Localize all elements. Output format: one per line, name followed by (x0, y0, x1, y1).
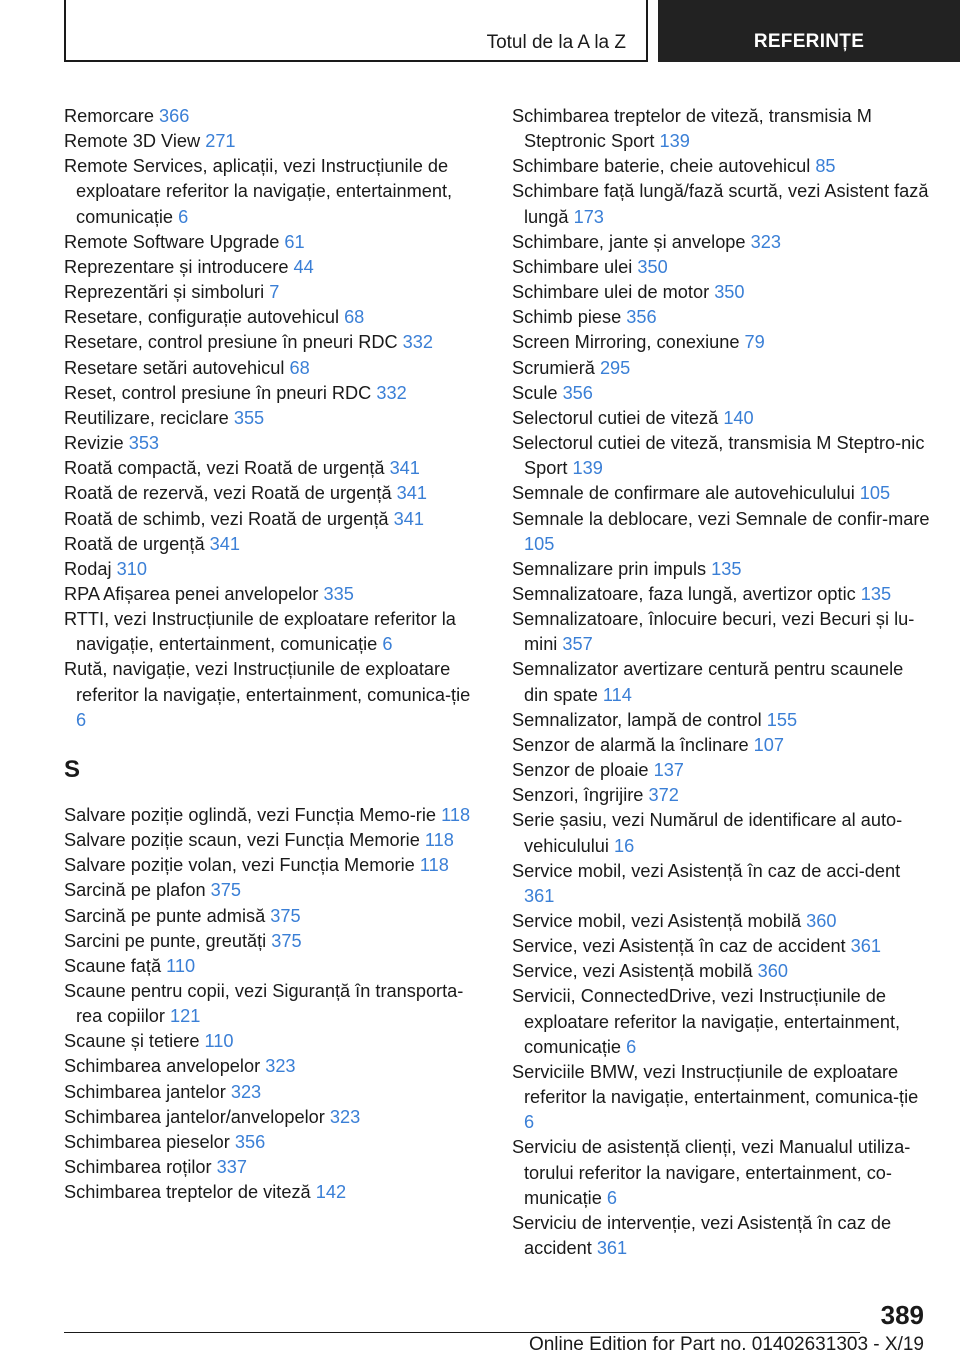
index-page-link[interactable]: 140 (723, 407, 754, 428)
index-entry-text: Service mobil, vezi Asistență mobilă (512, 911, 802, 931)
index-page-link[interactable]: 323 (750, 231, 781, 252)
index-entry (64, 255, 482, 280)
index-entry (64, 230, 482, 255)
index-entry (64, 1130, 482, 1155)
index-entry (64, 154, 482, 229)
index-page-link[interactable]: 6 (382, 634, 393, 655)
index-entry-text: Salvare poziție volan, vezi Funcția Memorie (64, 855, 415, 876)
index-page-link[interactable]: 375 (271, 930, 302, 951)
index-group-r (64, 104, 482, 733)
index-entry (64, 878, 482, 903)
index-entry-text: Schimbarea treptelor de viteză (64, 1182, 311, 1203)
index-page-link[interactable]: 118 (441, 804, 471, 825)
index-page-link[interactable]: 68 (289, 357, 310, 378)
index-page-link[interactable]: 114 (602, 684, 632, 705)
index-entry (64, 1155, 482, 1180)
index-entry-text: Schimbarea jantelor/anvelopelor (64, 1106, 325, 1127)
index-group-s (64, 803, 482, 1206)
index-entry-text: Rodaj (64, 558, 112, 579)
index-entry-text: Senzor de ploaie (512, 760, 649, 781)
index-entry (512, 909, 930, 934)
index-entry-text: Sarcină pe plafon (64, 880, 206, 901)
index-page-link[interactable]: 335 (323, 583, 354, 604)
index-entry-text: Resetare, control presiune în pneuri RDC (64, 332, 398, 353)
index-page-link[interactable]: 121 (170, 1006, 201, 1027)
index-page-link[interactable]: 6 (626, 1036, 637, 1057)
index-entry-text: Remote 3D View (64, 131, 201, 152)
index-page-link[interactable]: 375 (270, 905, 301, 926)
index-page-link[interactable]: 361 (850, 936, 882, 957)
index-entry-text: Semnale la deblocare, vezi Semnale de confir-mare (512, 508, 930, 529)
index-page-link[interactable]: 118 (419, 855, 449, 876)
index-page-link[interactable]: 341 (209, 533, 240, 554)
index-entry-text: Schimbare față lungă/fază scurtă, vezi Asistent fază lungă (512, 181, 929, 227)
index-entry-text: Screen Mirroring, conexiune (512, 332, 740, 353)
index-entry (512, 657, 930, 707)
index-entry-text: Reset, control presiune în pneuri RDC (64, 382, 372, 403)
index-entry (64, 1029, 482, 1054)
footer-edition: Online Edition for Part no. 01402631303 - X/19 (528, 1334, 924, 1355)
index-page-link[interactable]: 139 (572, 458, 603, 479)
index-entry-text: Senzor de alarmă la înclinare (512, 734, 749, 755)
index-entry-text: Remote Services, aplicații, vezi Instrucțiunile de exploatare referitor la navigație, entertainment, comunicație (64, 156, 453, 227)
index-entry-text: Semnalizator avertizare centură pentru scaunele din spate (512, 659, 904, 705)
index-entry-text: Rută, navigație, vezi Instrucțiunile de exploatare referitor la navigație, entertainment, comunica-ție (64, 659, 471, 705)
index-page-link[interactable]: 68 (344, 307, 365, 328)
index-page-link[interactable]: 79 (744, 332, 765, 353)
index-page-link[interactable]: 372 (648, 785, 679, 806)
index-entry (64, 582, 482, 607)
index-entry (64, 979, 482, 1029)
index-page-link[interactable]: 173 (573, 206, 604, 227)
index-page-link[interactable]: 356 (562, 382, 593, 403)
header-chapter-tab (658, 0, 960, 62)
index-entry-text: Sarcină pe punte admisă (64, 905, 266, 926)
index-entry-text: Schimbarea treptelor de viteză, transmisia M Steptronic Sport (512, 106, 872, 152)
index-page-link[interactable]: 135 (860, 583, 892, 604)
index-page-link[interactable]: 366 (159, 106, 190, 126)
index-entry-text: Sarcini pe punte, greutăți (64, 930, 267, 951)
index-page-link[interactable]: 350 (637, 256, 668, 277)
index-entry-text: Serviciile BMW, vezi Instrucțiunile de exploatare referitor la navigație, entertainment, comunica-ție (512, 1061, 919, 1108)
footer-divider (64, 1332, 860, 1333)
index-entry (512, 708, 930, 733)
index-entry (64, 557, 482, 582)
index-entry (64, 657, 482, 732)
index-entry-text: Reprezentări și simboluri (64, 282, 265, 303)
index-letter-heading: S (64, 755, 81, 783)
index-page-link[interactable]: 375 (210, 880, 241, 901)
index-page-link[interactable]: 110 (166, 955, 196, 976)
index-page-link[interactable]: 337 (216, 1157, 247, 1178)
header-section-box (64, 0, 648, 62)
index-entry-text: Schimbare ulei de motor (512, 282, 710, 303)
index-page-link[interactable]: 6 (524, 1112, 535, 1133)
index-page-link[interactable]: 361 (596, 1238, 628, 1259)
index-page-link[interactable]: 361 (524, 885, 555, 906)
index-page-link[interactable]: 105 (859, 483, 891, 504)
index-entry-text: Roată de schimb, vezi Roată de urgență (64, 508, 389, 529)
index-page-link[interactable]: 271 (205, 131, 236, 152)
index-entry-text: RPA Afișarea penei anvelopelor (64, 583, 319, 604)
index-entry-text: Reutilizare, reciclare (64, 407, 229, 428)
index-entry (512, 758, 930, 783)
index-entry (64, 1105, 482, 1130)
index-page-link[interactable]: 360 (757, 961, 789, 982)
index-page-link[interactable]: 295 (599, 357, 631, 378)
index-entry (512, 507, 930, 557)
index-entry (512, 557, 930, 582)
index-page-link[interactable]: 118 (424, 830, 454, 851)
index-entry (64, 381, 482, 406)
index-entry-text: Scaune față (64, 955, 162, 976)
index-entry-text: Schimbarea pieselor (64, 1131, 230, 1152)
index-entry (512, 330, 930, 355)
index-entry-text: Scaune pentru copii, vezi Siguranță în transporta-rea copiilor (64, 981, 464, 1027)
index-entry-text: Servicii, ConnectedDrive, vezi Instrucțiunile de exploatare referitor la navigație, entertainment, comunicație (512, 986, 901, 1057)
index-page-link[interactable]: 137 (653, 760, 684, 781)
index-entry (512, 1211, 930, 1261)
index-entry-text: Schimb piese (512, 307, 622, 328)
index-entry (64, 828, 482, 853)
index-page-link[interactable]: 353 (128, 433, 160, 454)
index-page-link[interactable]: 341 (389, 458, 420, 479)
index-entry-text: Selectorul cutiei de viteză (512, 407, 719, 428)
header-chapter-title: REFERINȚE (753, 31, 865, 52)
index-entry-text: Semnalizator, lampă de control (512, 709, 762, 730)
index-entry-text: Salvare poziție scaun, vezi Funcția Memorie (64, 830, 420, 851)
index-page-link[interactable]: 16 (614, 835, 635, 856)
index-page-link[interactable]: 142 (315, 1182, 347, 1203)
index-page-link[interactable]: 105 (524, 533, 555, 554)
index-entry-text: Schimbarea roților (64, 1157, 212, 1178)
index-entry (64, 607, 482, 657)
index-page-link[interactable]: 350 (714, 282, 745, 303)
index-entry-text: Scaune și tetiere (64, 1031, 200, 1052)
index-page-link[interactable]: 332 (402, 332, 434, 353)
index-entry (512, 104, 930, 154)
index-entry-text: Semnale de confirmare ale autovehiculului (512, 483, 855, 504)
index-page-link[interactable]: 356 (626, 307, 657, 328)
index-page-link[interactable]: 61 (284, 231, 305, 252)
index-page-link[interactable]: 107 (753, 734, 784, 755)
index-page-link[interactable]: 323 (329, 1106, 361, 1127)
index-entry (512, 984, 930, 1059)
index-entry-text: Service, vezi Asistență mobilă (512, 961, 753, 982)
index-entry (512, 179, 930, 229)
index-entry-text: Service, vezi Asistență în caz de accident (512, 936, 846, 957)
index-page-link[interactable]: 7 (269, 282, 280, 303)
index-entry (64, 904, 482, 929)
index-page-link[interactable]: 310 (116, 558, 147, 579)
index-entry-text: Roată compactă, vezi Roată de urgență (64, 458, 385, 479)
index-page-link[interactable]: 360 (806, 911, 837, 931)
index-page-link[interactable]: 341 (393, 508, 424, 529)
index-entry-text: Schimbare baterie, cheie autovehicul (512, 156, 811, 177)
index-entry (64, 532, 482, 557)
index-entry (64, 305, 482, 330)
index-entry (512, 582, 930, 607)
index-entry (512, 381, 930, 406)
index-entry-text: Salvare poziție oglindă, vezi Funcția Memo-rie (64, 804, 437, 825)
header-section-title: Totul de la A la Z (486, 32, 626, 53)
index-entry-text: Semnalizatoare, înlocuire becuri, vezi Becuri și lu-mini (512, 609, 915, 655)
index-entry (64, 104, 482, 129)
index-entry (64, 481, 482, 506)
index-entry-text: Resetare, configurație autovehicul (64, 307, 339, 328)
index-entry (64, 803, 482, 828)
index-entry (64, 330, 482, 355)
index-entry (512, 431, 930, 481)
index-page-link[interactable]: 323 (230, 1081, 262, 1102)
index-entry (64, 1054, 482, 1079)
index-page-link[interactable]: 44 (293, 256, 314, 277)
index-entry-text: Senzori, îngrijire (512, 785, 644, 806)
index-entry (512, 808, 930, 858)
index-entry (64, 280, 482, 305)
index-entry-text: Serviciu de intervenție, vezi Asistență în caz de accident (512, 1212, 892, 1259)
index-page-link[interactable]: 6 (606, 1187, 618, 1208)
index-entry-text: Selectorul cutiei de viteză, transmisia M Steptro-nic Sport (512, 433, 925, 479)
index-entry (64, 954, 482, 979)
index-entry (512, 733, 930, 758)
index-entry-text: Remote Software Upgrade (64, 231, 280, 252)
index-entry-text: Resetare setări autovehicul (64, 357, 285, 378)
index-entry (512, 230, 930, 255)
index-page-link[interactable]: 355 (233, 407, 265, 428)
index-entry-text: Schimbarea jantelor (64, 1081, 226, 1102)
index-entry (512, 406, 930, 431)
index-entry (512, 356, 930, 381)
index-entry (64, 929, 482, 954)
index-page-link[interactable]: 85 (815, 156, 836, 177)
index-page-link[interactable]: 135 (711, 558, 742, 579)
index-entry (512, 481, 930, 506)
index-page-link[interactable]: 6 (76, 709, 87, 730)
index-entry-text: Serviciu de asistență clienți, vezi Manualul utiliza-torului referitor la navigare, entertainment, co-municație (512, 1137, 911, 1208)
index-entry-text: Roată de urgență (64, 533, 205, 554)
index-entry (512, 305, 930, 330)
index-page-link[interactable]: 341 (396, 483, 427, 504)
index-page-link[interactable]: 6 (178, 206, 189, 227)
index-entry (512, 783, 930, 808)
index-entry (64, 456, 482, 481)
index-page-link[interactable]: 332 (376, 382, 407, 403)
index-entry-text: Revizie (64, 433, 124, 454)
index-entry-text: Schimbare, jante și anvelope (512, 231, 746, 252)
index-entry (512, 255, 930, 280)
index-entry-text: Semnalizatoare, faza lungă, avertizor optic (512, 583, 856, 604)
index-entry (512, 1060, 930, 1135)
index-entry (64, 1180, 482, 1205)
index-entry-text: Scule (512, 382, 558, 403)
index-entry-text: Schimbare ulei (512, 256, 633, 277)
index-entry-text: Serie șasiu, vezi Numărul de identificare al auto-vehiculului (512, 810, 903, 856)
index-entry (64, 356, 482, 381)
index-group-s-continued (512, 104, 930, 1261)
index-entry-text: Service mobil, vezi Asistență în caz de acci-dent (512, 860, 901, 881)
index-entry (64, 507, 482, 532)
index-entry (512, 934, 930, 959)
index-entry (512, 959, 930, 984)
index-entry (512, 1135, 930, 1210)
index-entry (64, 1080, 482, 1105)
page-number: 389 (880, 1300, 924, 1330)
index-entry (64, 853, 482, 878)
index-page-link[interactable]: 323 (265, 1056, 296, 1077)
index-entry (512, 280, 930, 305)
index-entry-text: Remorcare (64, 106, 154, 126)
index-column-right (512, 104, 930, 1261)
index-entry (64, 129, 482, 154)
index-entry-text: Scrumieră (512, 357, 595, 378)
index-page-link[interactable]: 110 (204, 1031, 234, 1052)
index-column-left (64, 104, 482, 1205)
index-page-link[interactable]: 356 (234, 1131, 266, 1152)
index-entry-text: Semnalizare prin impuls (512, 558, 707, 579)
index-entry-text: Schimbarea anvelopelor (64, 1056, 261, 1077)
index-entry (64, 406, 482, 431)
index-entry-text: Roată de rezervă, vezi Roată de urgență (64, 483, 392, 504)
index-page-link[interactable]: 139 (659, 131, 690, 152)
index-entry (512, 607, 930, 657)
index-entry-text: RTTI, vezi Instrucțiunile de exploatare referitor la navigație, entertainment, comunicație (64, 609, 456, 655)
index-page-link[interactable]: 357 (562, 634, 593, 655)
index-entry (512, 859, 930, 909)
index-entry (64, 431, 482, 456)
index-entry-text: Reprezentare și introducere (64, 256, 289, 277)
index-entry (512, 154, 930, 179)
index-page-link[interactable]: 155 (766, 709, 798, 730)
